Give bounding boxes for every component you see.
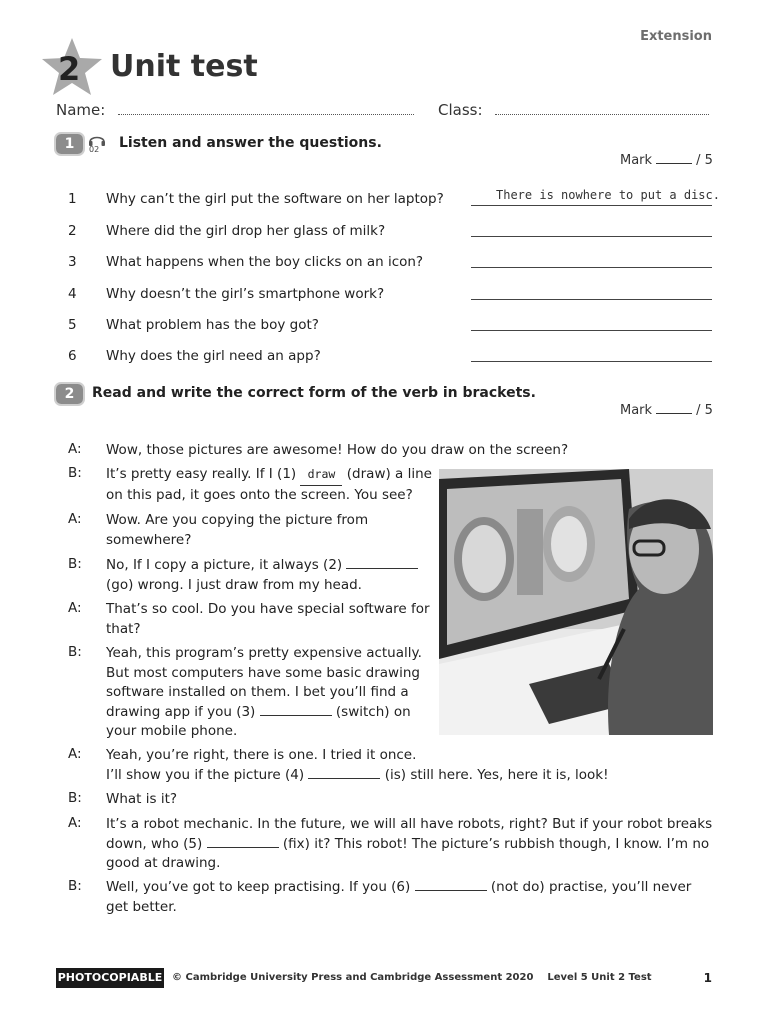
dialogue-line: Wow, those pictures are awesome! How do you draw on the screen?: [106, 442, 569, 458]
answer-blank-5[interactable]: [207, 835, 279, 848]
example-answer: There is nowhere to put a disc.: [496, 188, 720, 202]
question-text: Why does the girl need an app?: [106, 348, 321, 364]
page-number: 1: [703, 971, 712, 985]
page-title: Unit test: [110, 49, 258, 84]
speaker-label: B:: [68, 465, 82, 481]
question-number: 3: [68, 254, 77, 270]
dialogue-line: What is it?: [106, 791, 178, 807]
answer-blank-2[interactable]: [346, 556, 418, 569]
dialogue-line: Wow. Are you copying the picture from somewhere?: [106, 512, 369, 548]
question-number: 2: [68, 223, 77, 239]
example-word-blank: draw: [300, 465, 342, 486]
exercise-2-instruction: Read and write the correct form of the verb in brackets.: [92, 385, 536, 401]
answer-line: [471, 330, 712, 331]
question-text: What problem has the boy got?: [106, 317, 319, 333]
speaker-label: A:: [68, 746, 82, 762]
question-text: Why can’t the girl put the software on her laptop?: [106, 191, 444, 207]
dialogue-line: No, If I copy a picture, it always (2) (go) wrong. I just draw from my head.: [106, 556, 436, 595]
answer-blank-4[interactable]: [308, 766, 380, 779]
speaker-label: A:: [68, 511, 82, 527]
class-field: [438, 101, 709, 119]
mark-blank: [656, 163, 692, 164]
exercise-2-number: 2: [56, 384, 83, 404]
dialogue-line: Yeah, you’re right, there is one. I tried it once. I’ll show you if the picture (4) (is) still here. Yes, here it is, look!: [106, 747, 609, 783]
class-dotted-line: [495, 101, 709, 115]
dialogue-line: Yeah, this program’s pretty expensive actually. But most computers have some basic drawing software installed on them. I bet you’ll find a drawing app if you (3) (switch) on your mobile phone.: [106, 645, 422, 739]
answer-line: [471, 299, 712, 300]
mark-label: Mark: [620, 403, 653, 418]
answer-line: [471, 236, 712, 237]
exercise-1-instruction: Listen and answer the questions.: [119, 135, 382, 151]
dialogue-line: Well, you’ve got to keep practising. If you (6) (not do) practise, you’ll never get better.: [106, 879, 692, 915]
dialogue-line: That’s so cool. Do you have special software for that?: [106, 601, 430, 637]
exercise-1-number: 1: [56, 134, 83, 154]
question-number: 5: [68, 317, 77, 333]
exercise-2-mark: [620, 403, 713, 418]
extension-label: Extension: [640, 29, 712, 44]
speaker-label: B:: [68, 790, 82, 806]
question-number: 4: [68, 286, 77, 302]
speaker-label: A:: [68, 441, 82, 457]
speaker-label: B:: [68, 644, 82, 660]
dialogue-line: It’s a robot mechanic. In the future, we will all have robots, right? But if your robot breaks down, who (5) (fix) it? This robot! The picture’s rubbish though, I know. I’m no good at drawing.: [106, 816, 713, 871]
question-text: Why doesn’t the girl’s smartphone work?: [106, 286, 385, 302]
question-number: 1: [68, 191, 77, 207]
speaker-label: B:: [68, 556, 82, 572]
question-number: 6: [68, 348, 77, 364]
question-text: Where did the girl drop her glass of milk?: [106, 223, 386, 239]
name-field: [56, 101, 414, 119]
track-number: 02: [89, 145, 100, 154]
class-label: Class:: [438, 101, 483, 119]
speaker-label: B:: [68, 878, 82, 894]
mark-label: Mark: [620, 153, 653, 168]
answer-line: [471, 267, 712, 268]
footer-copyright: © Cambridge University Press and Cambridge Assessment 2020 Level 5 Unit 2 Test: [172, 972, 652, 983]
speaker-label: A:: [68, 600, 82, 616]
name-dotted-line: [118, 101, 414, 115]
exercise-1-mark: [620, 153, 713, 168]
artist-drawing-photo: [439, 469, 713, 735]
answer-line: [471, 361, 712, 362]
mark-blank: [656, 413, 692, 414]
name-label: Name:: [56, 101, 106, 119]
answer-blank-3[interactable]: [260, 703, 332, 716]
question-text: What happens when the boy clicks on an icon?: [106, 254, 424, 270]
dialogue-line: It’s pretty easy really. If I (1) draw (draw) a line on this pad, it goes onto the screen. You see?: [106, 466, 432, 503]
speaker-label: A:: [68, 815, 82, 831]
photocopiable-badge: PHOTOCOPIABLE: [56, 968, 164, 988]
answer-blank-6[interactable]: [415, 878, 487, 891]
mark-total: / 5: [696, 403, 713, 418]
mark-total: / 5: [696, 153, 713, 168]
unit-number: 2: [58, 50, 81, 88]
answer-line: [471, 205, 712, 206]
